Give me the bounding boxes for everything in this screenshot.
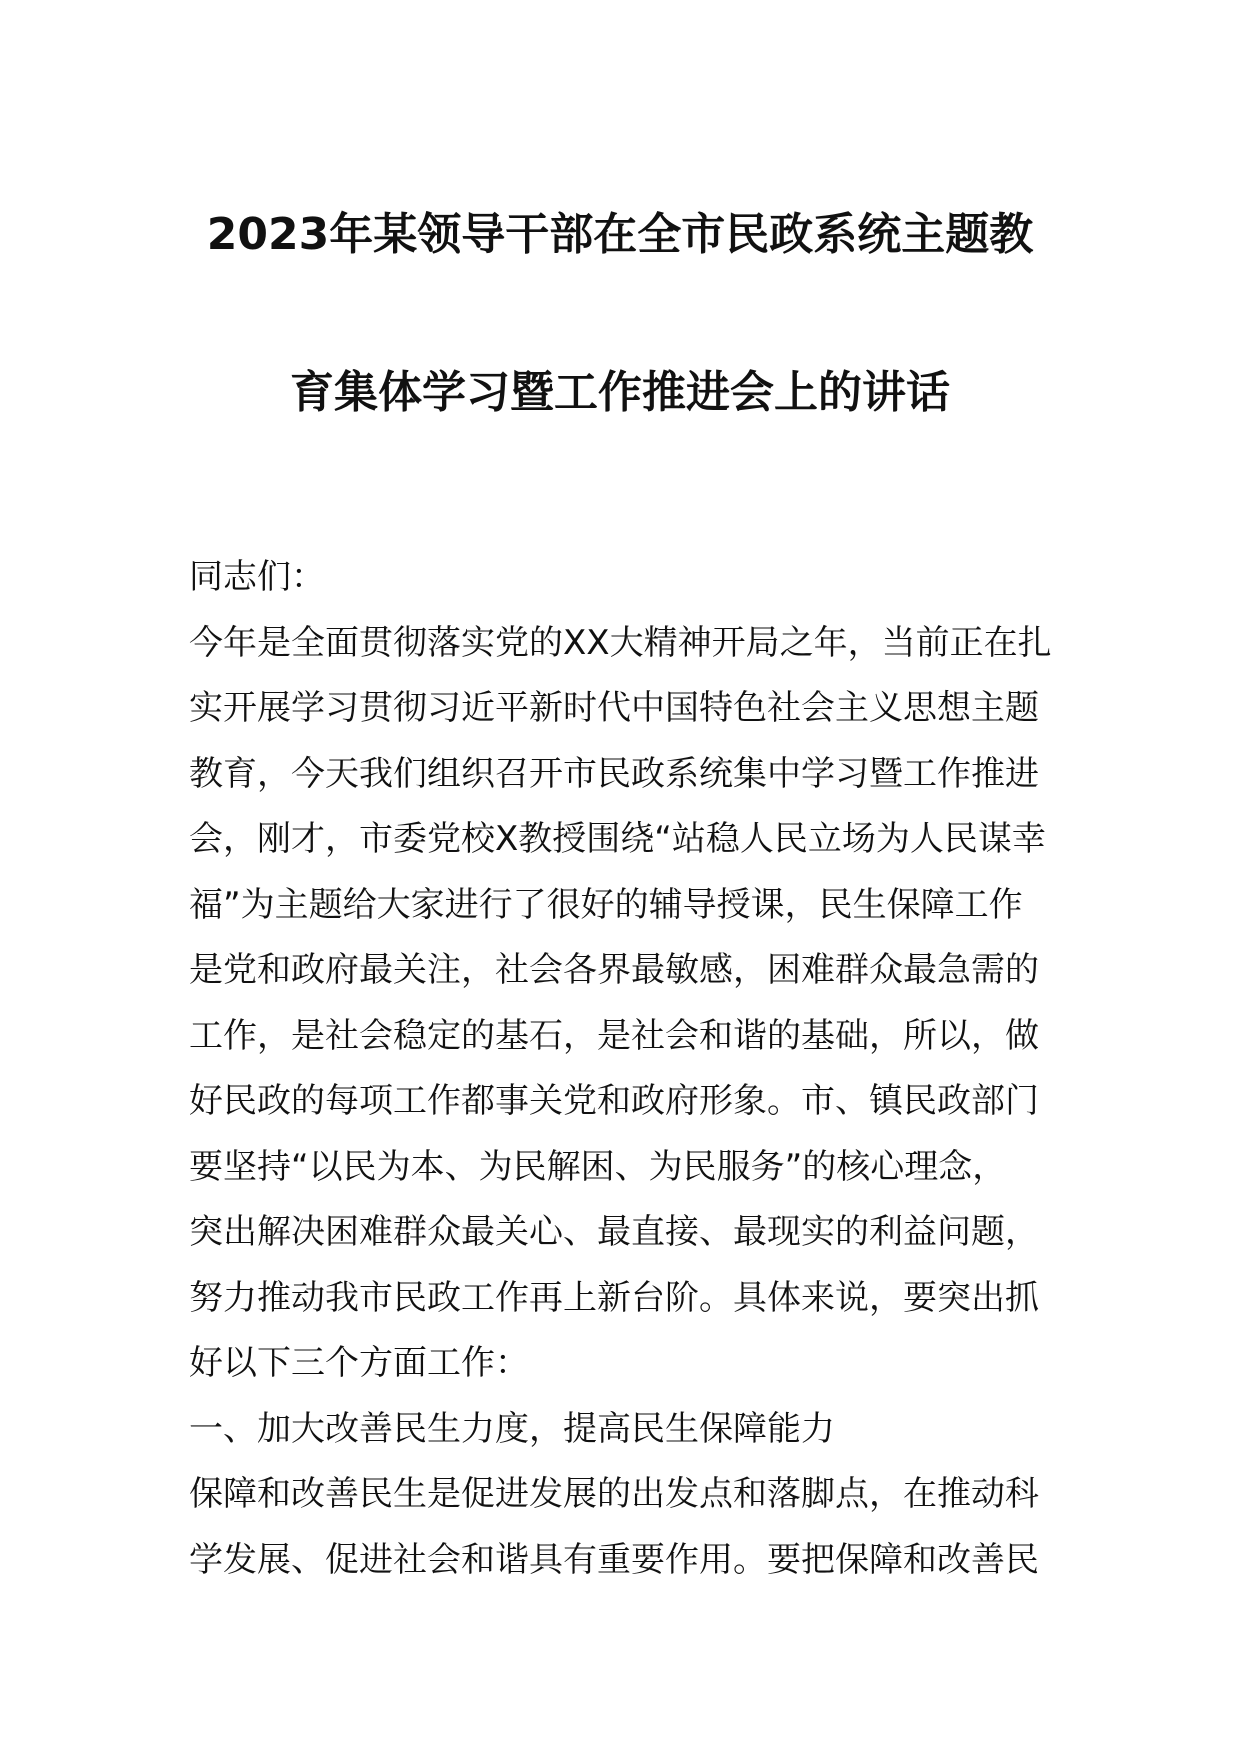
body-line: 突出解决困难群众最关心、最直接、最现实的利益问题， (189, 1212, 1039, 1252)
body-line: 会，刚才，市委党校X教授围绕“站稳人民立场为人民谋幸 (189, 819, 1046, 859)
body-line: 努力推动我市民政工作再上新台阶。具体来说，要突出抓 (189, 1277, 1039, 1318)
document-title-line-1: 2023年某领导干部在全市民政系统主题教 (206, 209, 1034, 260)
body-line: 要坚持“以民为本、为民解困、为民服务”的核心理念， (189, 1146, 1007, 1187)
document-title-line-2: 育集体学习暨工作推进会上的讲话 (290, 367, 950, 418)
body-line: 好民政的每项工作都事关党和政府形象。市、镇民政部门 (189, 1081, 1039, 1121)
body-line: 保障和改善民生是促进发展的出发点和落脚点，在推动科 (189, 1474, 1039, 1514)
body-line: 教育，今天我们组织召开市民政系统集中学习暨工作推进 (189, 753, 1039, 794)
body-line: 是党和政府最关注，社会各界最敏感，困难群众最急需的 (189, 950, 1039, 990)
body-line: 学发展、促进社会和谐具有重要作用。要把保障和改善民 (189, 1539, 1039, 1580)
body-line: 今年是全面贯彻落实党的XX大精神开局之年，当前正在扎 (189, 622, 1052, 663)
salutation: 同志们： (189, 557, 325, 597)
section-heading: 一、加大改善民生力度，提高民生保障能力 (189, 1408, 835, 1449)
body-line: 工作，是社会稳定的基石，是社会和谐的基础，所以，做 (189, 1015, 1039, 1056)
body-line: 实开展学习贯彻习近平新时代中国特色社会主义思想主题 (189, 688, 1039, 728)
body-line: 福”为主题给大家进行了很好的辅导授课，民生保障工作 (189, 884, 1023, 925)
body-line: 好以下三个方面工作： (189, 1343, 529, 1383)
document-body (189, 545, 1059, 1593)
